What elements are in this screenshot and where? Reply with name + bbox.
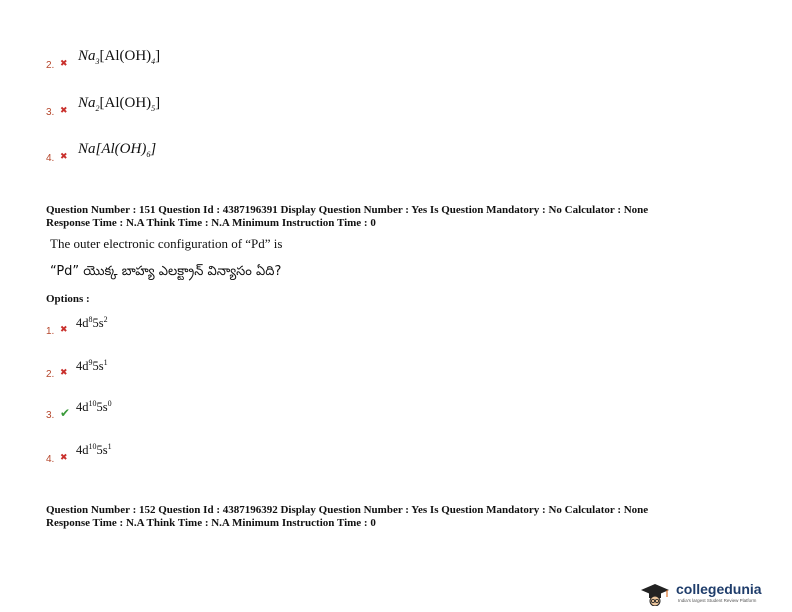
option-config: $4d^{10}5s^1$ [76, 442, 112, 458]
option-number: 4. [46, 153, 55, 164]
options-label: Options : [46, 293, 90, 305]
header-line-1: Question Number : 152 Question Id : 4387196392 Display Question Number : Yes Is Question Mandatory : No Calculator : None [46, 504, 649, 516]
cross-icon: ✖ [60, 151, 68, 161]
logo-brand: collegedunia [676, 581, 762, 597]
cross-icon: ✖ [60, 105, 68, 115]
option-number: 2. [46, 60, 55, 71]
question-text-telugu: “Pd” యొక్క బాహ్య ఎలక్ట్రాన్ విన్యాసం ఏది? [50, 264, 282, 279]
option-number: 2. [46, 369, 55, 380]
prev-option-4 [46, 141, 346, 171]
option-number: 1. [46, 326, 55, 337]
question-152-header [46, 504, 746, 530]
option-3 [46, 399, 346, 429]
option-formula: $Na_3[Al(OH)_4]$ [78, 48, 161, 66]
option-config: $4d^{10}5s^0$ [76, 399, 112, 415]
logo-tagline: India's largest Student Review Platform [678, 598, 757, 603]
cross-icon: ✖ [60, 367, 68, 377]
header-line-2: Response Time : N.A Think Time : N.A Minimum Instruction Time : 0 [46, 217, 376, 229]
cross-icon: ✖ [60, 452, 68, 462]
prev-option-2 [46, 48, 346, 78]
option-4 [46, 442, 346, 472]
graduate-cap-icon [640, 582, 670, 606]
question-text-english: The outer electronic configuration of “Pd” is [50, 236, 283, 251]
option-number: 3. [46, 107, 55, 118]
option-1 [46, 313, 346, 343]
checkmark-icon: ✔ [60, 406, 71, 420]
option-2 [46, 356, 346, 386]
option-config: $4d^95s^1$ [76, 358, 108, 374]
header-line-1: Question Number : 151 Question Id : 4387196391 Display Question Number : Yes Is Question Mandatory : No Calculator : None [46, 204, 649, 216]
option-formula: $Na_2[Al(OH)_5]$ [78, 95, 161, 113]
option-number: 4. [46, 454, 55, 465]
prev-option-3 [46, 95, 346, 125]
option-formula: $Na[Al(OH)_6]$ [78, 141, 157, 159]
option-number: 3. [46, 410, 55, 421]
cross-icon: ✖ [60, 324, 68, 334]
option-config: $4d^85s^2$ [76, 315, 108, 331]
header-line-2: Response Time : N.A Think Time : N.A Minimum Instruction Time : 0 [46, 517, 376, 529]
question-151-header [46, 204, 746, 230]
collegedunia-logo [640, 580, 785, 608]
cross-icon: ✖ [60, 58, 68, 68]
